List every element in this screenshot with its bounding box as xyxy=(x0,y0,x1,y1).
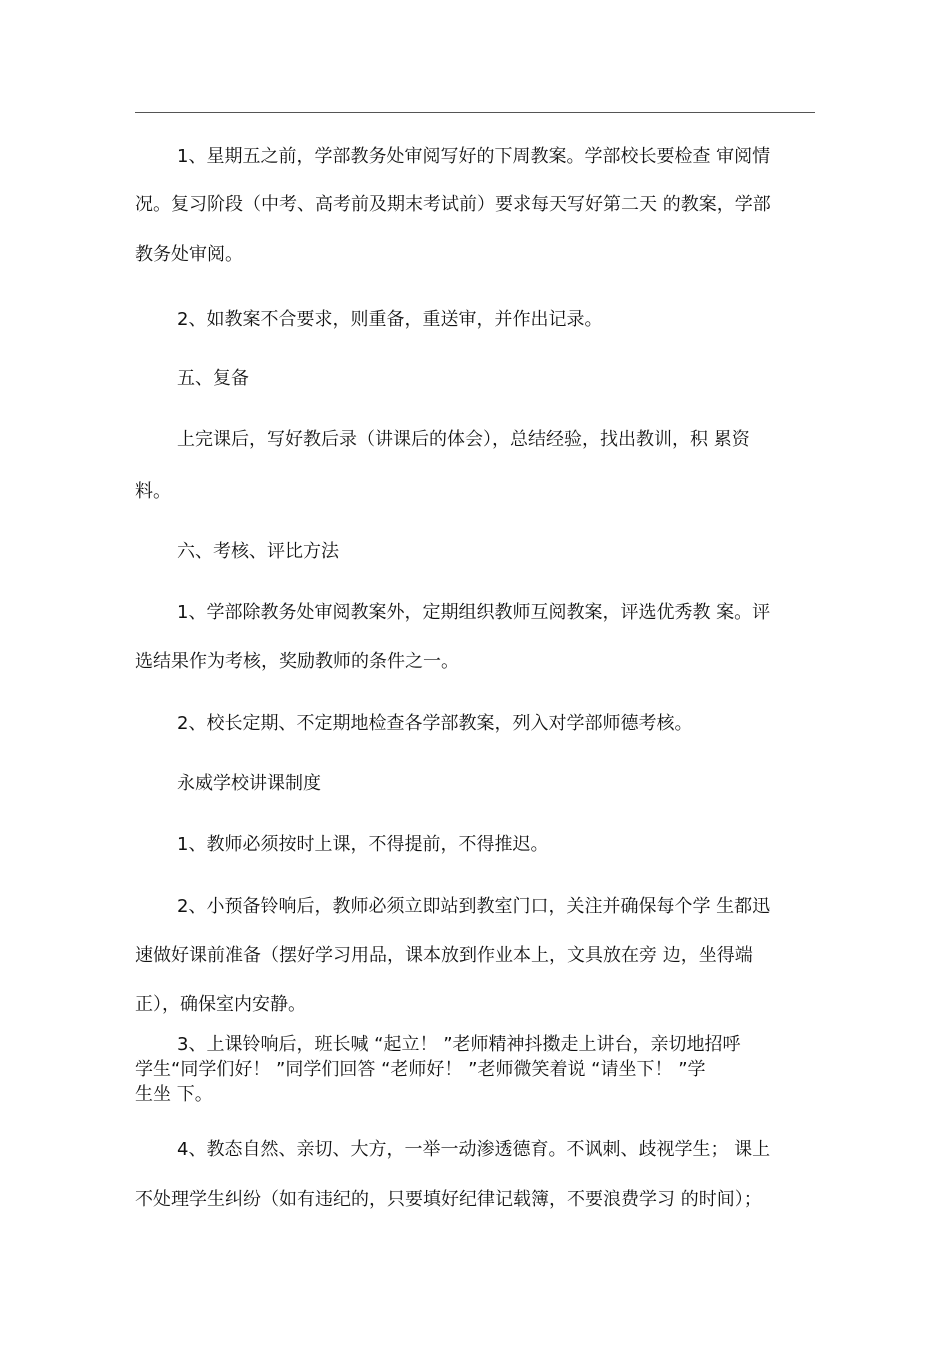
text-line: 1、星期五之前，学部教务处审阅写好的下周教案。学部校长要检查 审阅情 xyxy=(177,146,771,167)
text-line: 4、教态自然、亲切、大方，一举一动渗透德育。不讽刺、歧视学生； 课上 xyxy=(177,1139,771,1160)
text-line: 正），确保室内安静。 xyxy=(135,994,306,1015)
text-line: 2、小预备铃响后，教师必须立即站到教室门口，关注并确保每个学 生都迅 xyxy=(177,896,771,917)
text-line: 生坐 下。 xyxy=(135,1084,213,1105)
section-heading: 五、复备 xyxy=(177,368,249,389)
section-heading: 永威学校讲课制度 xyxy=(177,773,321,794)
text-line: 1、学部除教务处审阅教案外，定期组织教师互阅教案，评选优秀教 案。评 xyxy=(177,602,771,623)
header-rule xyxy=(135,112,815,113)
text-line: 料。 xyxy=(135,481,171,502)
section-heading: 六、考核、评比方法 xyxy=(177,541,339,562)
text-line: 选结果作为考核，奖励教师的条件之一。 xyxy=(135,651,459,672)
text-line: 3、上课铃响后，班长喊 “起立！ ”老师精神抖擞走上讲台，亲切地招呼 xyxy=(177,1034,741,1055)
text-line: 不处理学生纠纷（如有违纪的，只要填好纪律记载簿，不要浪费学习 的时间）； xyxy=(135,1189,762,1210)
text-line: 速做好课前准备（摆好学习用品，课本放到作业本上，文具放在旁 边，坐得端 xyxy=(135,945,753,966)
text-line: 上完课后，写好教后录（讲课后的体会），总结经验，找出教训，积 累资 xyxy=(177,429,750,450)
text-line: 2、如教案不合要求，则重备，重送审，并作出记录。 xyxy=(177,309,603,330)
text-line: 况。复习阶段（中考、高考前及期末考试前）要求每天写好第二天 的教案，学部 xyxy=(135,194,771,215)
text-line: 教务处审阅。 xyxy=(135,244,243,265)
text-line: 1、教师必须按时上课，不得提前，不得推迟。 xyxy=(177,834,549,855)
text-line: 学生“同学们好！ ”同学们回答 “老师好！ ”老师微笑着说 “请坐下！ ”学 xyxy=(135,1059,706,1080)
text-line: 2、校长定期、不定期地检查各学部教案，列入对学部师德考核。 xyxy=(177,713,693,734)
